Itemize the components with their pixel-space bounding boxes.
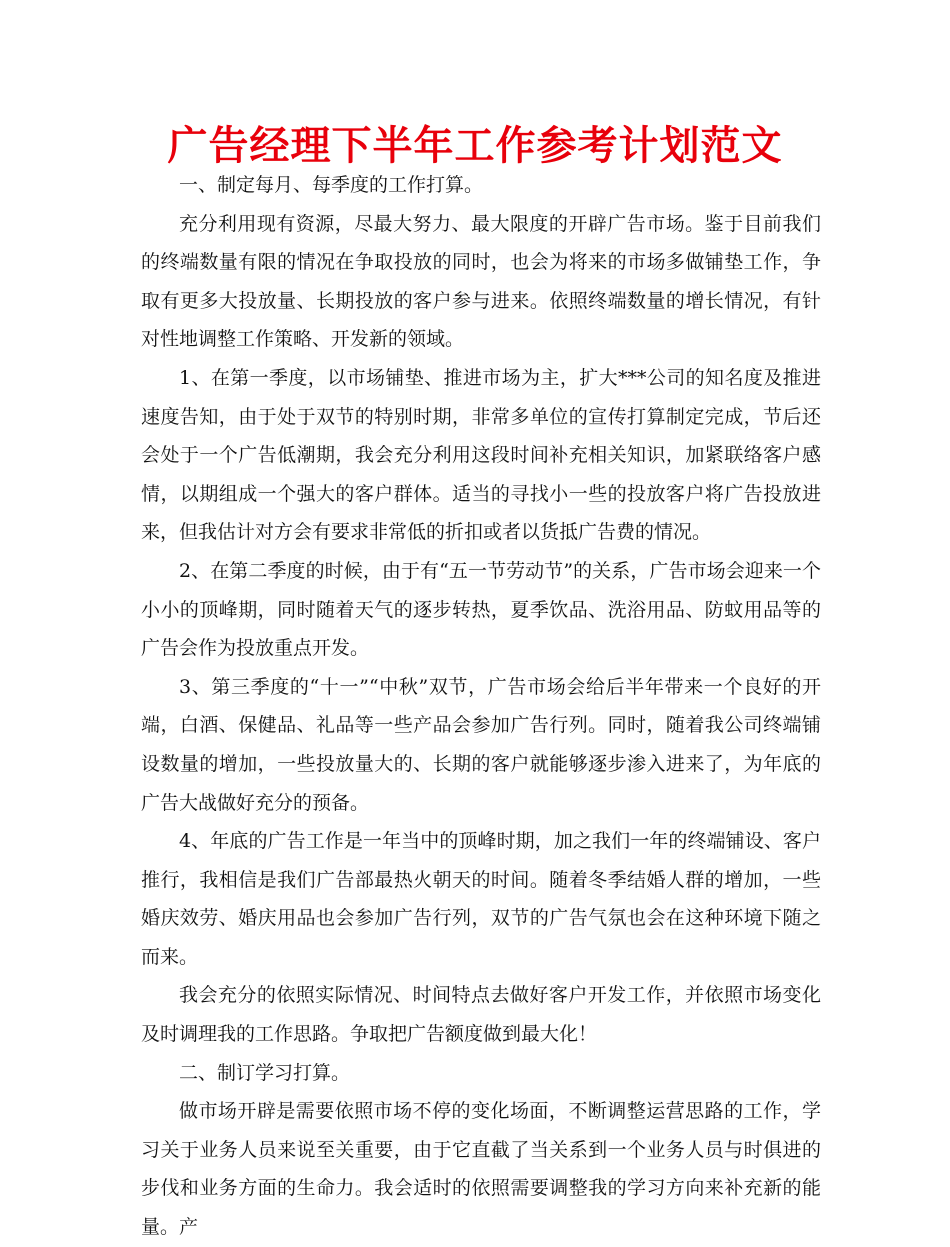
paragraph-q2: 2、在第二季度的时候，由于有“五一节劳动节”的关系，广告市场会迎来一个小小的顶峰期，同时随着天气的逐步转热，夏季饮品、洗浴用品、防蚊用品等的广告会作为投放重点开发。: [141, 559, 821, 660]
document-body: [141, 166, 821, 1247]
paragraph-study: 做市场开辟是需要依照市场不停的变化场面，不断调整运营思路的工作，学习关于业务人员来说至关重要，由于它直截了当关系到一个业务人员与时俱进的步伐和业务方面的生命力。我会适时的依照需要调整我的学习方向来补充新的能量。产: [141, 1100, 821, 1239]
document-title: 广告经理下半年工作参考计划范文: [167, 123, 783, 169]
section-heading-2: 二、制订学习打算。: [179, 1061, 351, 1084]
paragraph-q3: 3、第三季度的“十一”“中秋”双节，广告市场会给后半年带来一个良好的开端，白酒、保健品、礼品等一些产品会参加广告行列。同时，随着我公司终端铺设数量的增加，一些投放量大的、长期的客户就能够逐步渗入进来了，为年底的广告大战做好充分的预备。: [141, 675, 821, 814]
paragraph-q4: 4、年底的广告工作是一年当中的顶峰时期，加之我们一年的终端铺设、客户推行，我相信是我们广告部最热火朝天的时间。随着冬季结婚人群的增加，一些婚庆效劳、婚庆用品也会参加广告行列，双节的广告气氛也会在这种环境下随之而来。: [141, 830, 821, 968]
paragraph-resources: 充分利用现有资源，尽最大努力、最大限度的开辟广告市场。鉴于目前我们的终端数量有限的情况在争取投放的同时，也会为将来的市场多做铺垫工作，争取有更多大投放量、长期投放的客户参与进来。依照终端数量的增长情况，有针对性地调整工作策略、开发新的领域。: [141, 212, 821, 351]
section-heading-1: 一、制定每月、每季度的工作打算。: [179, 174, 484, 196]
paragraph-summary: 我会充分的依照实际情况、时间特点去做好客户开发工作，并依照市场变化及时调理我的工作思路。争取把广告额度做到最大化！: [141, 984, 821, 1046]
paragraph-q1: 1、在第一季度，以市场铺垫、推进市场为主，扩大***公司的知名度及推进速度告知，由于处于双节的特别时期，非常多单位的宣传打算制定完成，节后还会处于一个广告低潮期，我会充分利用这段时间补充相关知识，加紧联络客户感情，以期组成一个强大的客户群体。适当的寻找小一些的投放客户将广告投放进来，但我估计对方会有要求非常低的折扣或者以货抵广告费的情况。: [141, 366, 821, 544]
